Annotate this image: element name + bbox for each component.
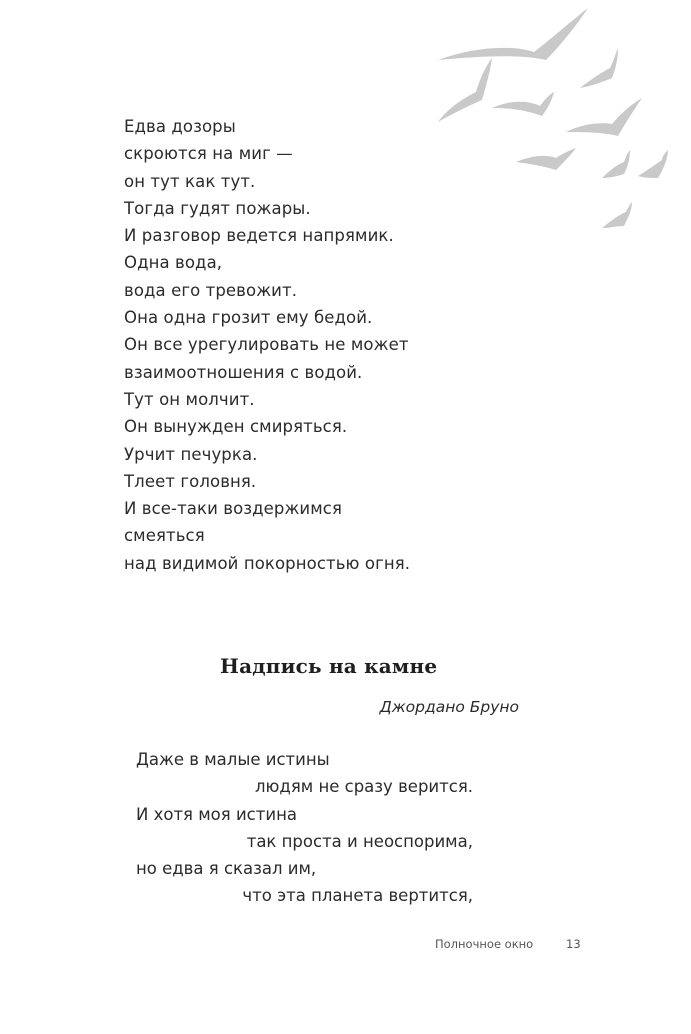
poem-second — [136, 746, 473, 910]
poem-line: Она одна грозит ему бедой. — [124, 308, 373, 328]
footer-book-title: Полночное окно — [435, 937, 534, 951]
poem-line: взаимоотношения с водой. — [124, 362, 363, 382]
poem-line: Тогда гудят пожары. — [124, 198, 311, 218]
poem-line: но едва я сказал им, — [136, 859, 317, 879]
poem-line: так проста и неоспорима, — [246, 831, 473, 851]
poem-line: И все-таки воздержимся — [124, 499, 343, 519]
poem-line: вода его тревожит. — [124, 280, 298, 300]
page-number: 13 — [566, 937, 581, 951]
poem-line: смеяться — [124, 526, 205, 546]
poem-line: И хотя моя истина — [136, 804, 297, 824]
poem-line: он тут как тут. — [124, 171, 256, 191]
poem-line: скроются на миг — — [124, 144, 293, 164]
poem-line: людям не сразу верится. — [254, 777, 473, 797]
poem-line: И разговор ведется напрямик. — [124, 226, 394, 246]
poem-line: Даже в малые истины — [136, 750, 330, 769]
seagulls-icon — [430, 0, 691, 240]
poem-line: Урчит печурка. — [124, 444, 258, 464]
poem-line: над видимой покорностью огня. — [124, 553, 411, 573]
poem-line: Едва дозоры — [124, 117, 236, 136]
poem-line: Тлеет головня. — [124, 471, 257, 491]
poem-line: Тут он молчит. — [124, 389, 255, 409]
poem-line: Он все урегулировать не может — [124, 335, 409, 355]
poem-epigraph: Джордано Бруно — [379, 698, 519, 716]
poem-line: Одна вода, — [124, 253, 223, 273]
poem-title: Надпись на камне — [220, 654, 438, 678]
poem-line: Он вынужден смиряться. — [124, 417, 348, 437]
poem-first — [124, 113, 410, 577]
poem-line: что эта планета вертится, — [242, 886, 473, 906]
